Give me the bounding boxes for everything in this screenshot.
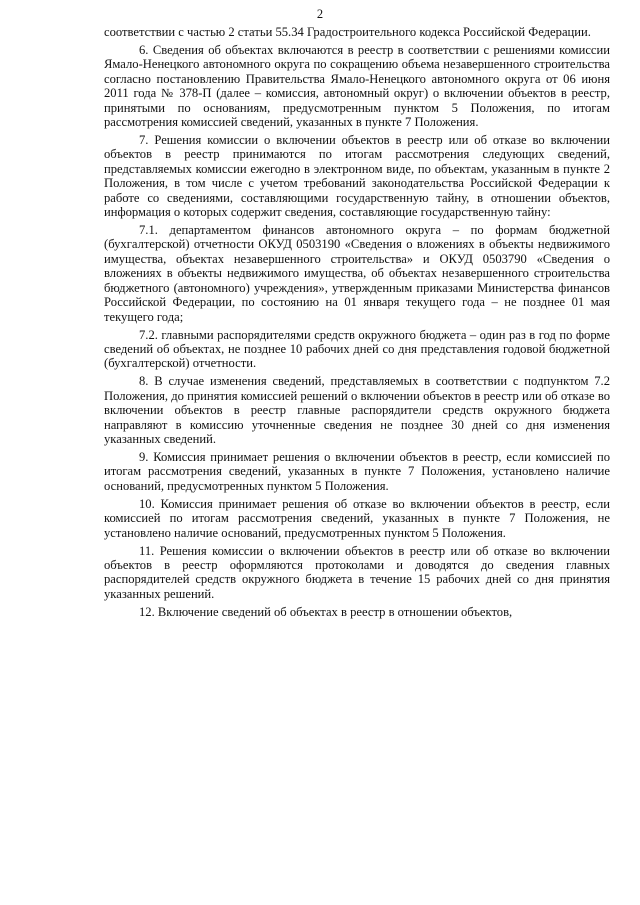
paragraph-item-7: 7. Решения комиссии о включении объектов в реестр или об отказе во включении объектов в реестр принимаются по итогам рассмотрения следующих сведений, представляемых комиссии ежегодно в электронном виде, по объектам, указанным в пункте 2 Положения, в том числе с учетом требований законодательства Российской Федерации к работе со сведениями, составляющими государственную тайну, в отношении объектов, информация о которых содержит сведения, составляющие государственную тайну: — [104, 133, 610, 220]
page-number: 2 — [316, 7, 324, 21]
paragraph-item-12: 12. Включение сведений об объектах в реестр в отношении объектов, — [139, 604, 513, 619]
paragraph-item-7-2: 7.2. главными распорядителями средств окружного бюджета – один раз в год по форме сведений об объектах, не позднее 10 рабочих дней со дня представления годовой бюджетной (бухгалтерской) отчетности. — [104, 327, 610, 371]
paragraph-item-10: 10. Комиссия принимает решения об отказе во включении объектов в реестр, если комиссией по итогам рассмотрения сведений, указанных в пункте 7 Положения, не установлено наличие оснований, предусмотренных пунктом 5 Положения. — [104, 496, 610, 540]
paragraph-item-7-1: 7.1. департаментом финансов автономного округа – по формам бюджетной (бухгалтерской) отчетности ОКУД 0503190 «Сведения о вложениях в объекты недвижимого имущества, объектах незавершенного строительства» и ОКУД 0503790 «Сведения о вложениях в объекты недвижимого имущества, об объектах незавершенного строительства бюджетного (автономного) учреждения», утвержденным приказами Министерства финансов Российской Федерации, по состоянию на 01 января текущего года – не позднее 01 мая текущего года; — [104, 223, 610, 324]
paragraph-item-6: 6. Сведения об объектах включаются в реестр в соответствии с решениями комиссии Ямало-Ненецкого автономного округа по сокращению объема незавершенного строительства согласно постановлению Правительства Ямало-Ненецкого автономного округа от 06 июня 2011 года № 378-П (далее – комиссия, автономный округ) о включении объектов в реестр, принятыми по основаниям, предусмотренным пунктом 5 Положения, по итогам рассмотрения комиссией сведений, указанных в пункте 7 Положения. — [104, 43, 610, 130]
paragraph-item-8: 8. В случае изменения сведений, представляемых в соответствии с подпунктом 7.2 Положения, до принятия комиссией решений о включении объектов в реестр или об отказе во включении объектов в реестр главные распорядители средств окружного бюджета направляют в комиссию уточненные сведения не позднее 30 дней со дня изменения указанных сведений. — [104, 374, 610, 446]
paragraph-item-11: 11. Решения комиссии о включении объектов в реестр или об отказе во включении объектов в реестр оформляются протоколами и доводятся до сведения главных распорядителей средств окружного бюджета в течение 15 рабочих дней со дня принятия указанных решений. — [104, 543, 610, 601]
document-body — [104, 25, 610, 619]
paragraph-continuation: соответствии с частью 2 статьи 55.34 Градостроительного кодекса Российской Федерации. — [104, 25, 591, 39]
paragraph-item-9: 9. Комиссия принимает решения о включении объектов в реестр, если комиссией по итогам рассмотрения сведений, указанных в пункте 7 Положения, установлено наличие оснований, предусмотренных пунктом 5 Положения. — [104, 449, 610, 493]
